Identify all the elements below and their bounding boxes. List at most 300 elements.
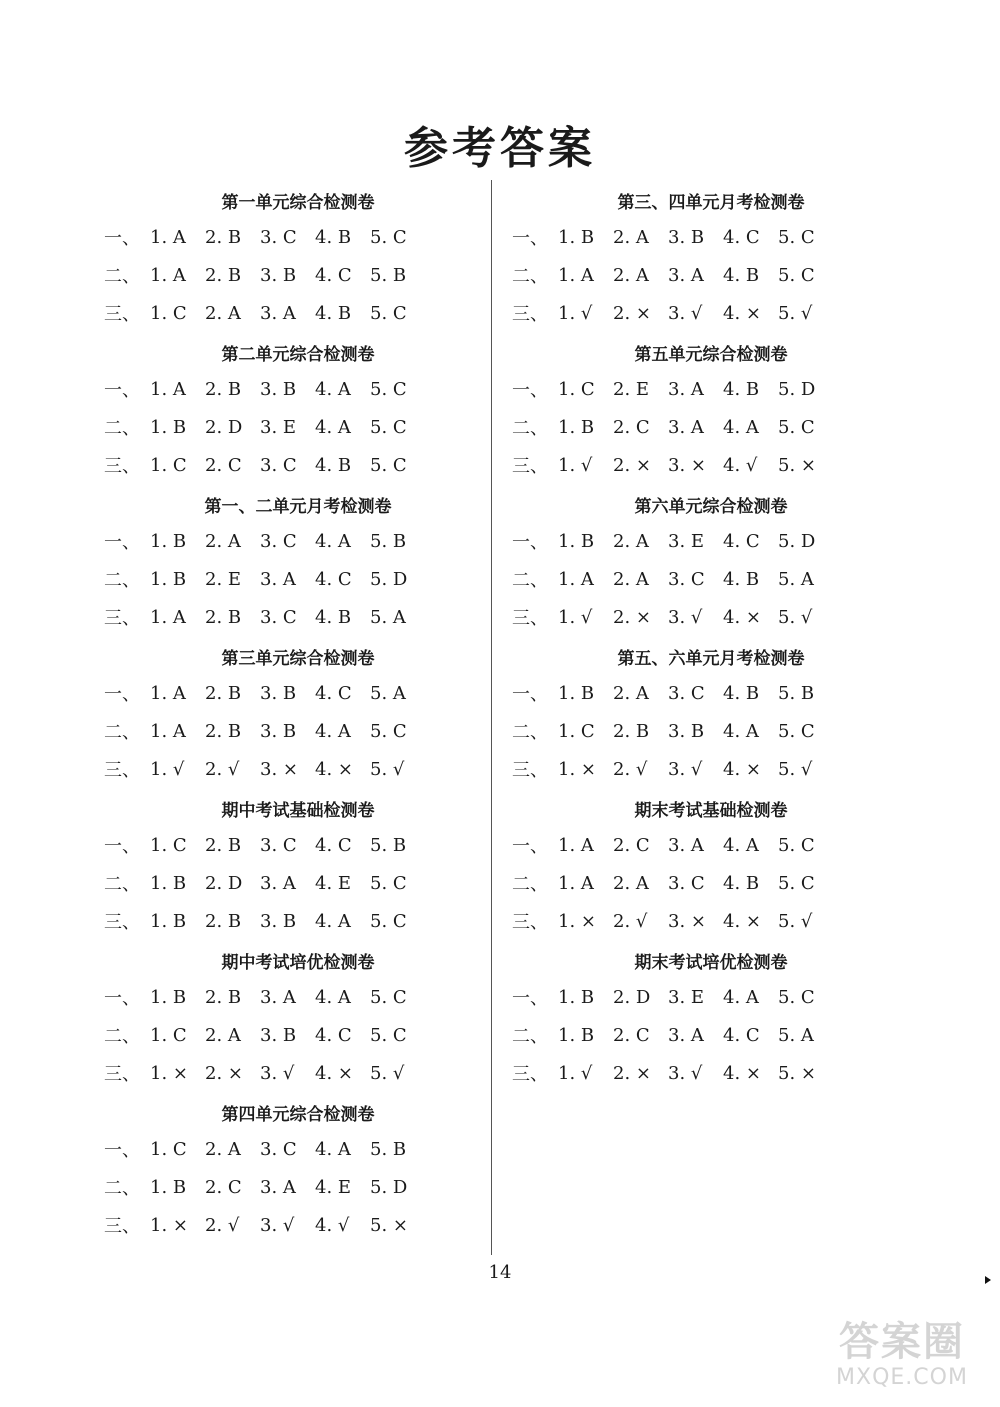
answer-item: 2. A [205,530,241,552]
row-label: 二、 [104,418,140,439]
answer-item: 1. √ [558,302,593,324]
answer-item: 2. √ [613,910,648,932]
row-label: 三、 [104,608,140,629]
answer-item: 1. B [150,986,187,1008]
answer-item: 5. C [370,378,407,400]
section-title: 第五、六单元月考检测卷 [617,649,805,669]
answer-item: 1. A [150,378,186,400]
answer-item: 3. A [668,416,704,438]
answer-item: 3. C [668,568,705,590]
answer-item: 5. C [370,454,407,476]
answer-item: 3. A [260,872,296,894]
row-label: 二、 [512,570,548,591]
row-label: 一、 [104,228,140,249]
triangle-marker-icon [985,1276,991,1284]
answer-section [104,796,474,940]
answer-row [104,674,474,712]
row-label: 一、 [104,988,140,1009]
answer-item: 4. × [723,302,761,324]
answer-item: 4. √ [315,1214,350,1236]
answer-row [512,712,892,750]
answer-item: 1. A [150,264,186,286]
answer-item: 4. × [315,758,353,780]
answer-section [512,492,892,636]
answer-item: 3. √ [668,1062,703,1084]
answer-row [104,712,474,750]
row-label: 三、 [104,456,140,477]
answer-item: 1. B [558,226,595,248]
answer-section [512,644,892,788]
answer-section [104,1100,474,1244]
answer-item: 5. B [370,1138,407,1160]
answer-row [104,902,474,940]
row-label: 一、 [512,988,548,1009]
answer-item: 1. B [558,986,595,1008]
answer-row [512,370,892,408]
answer-item: 5. B [370,834,407,856]
section-title: 第六单元综合检测卷 [634,497,788,517]
answer-row [512,522,892,560]
section-title: 第二单元综合检测卷 [221,345,375,365]
answer-row [104,294,474,332]
row-label: 二、 [104,722,140,743]
row-label: 二、 [512,266,548,287]
answer-item: 4. B [723,378,760,400]
answer-item: 4. × [723,1062,761,1084]
page-title: 参考答案 [404,123,596,174]
answer-item: 5. A [778,568,814,590]
section-title: 第三单元综合检测卷 [221,649,375,669]
answer-item: 2. B [205,986,242,1008]
answer-item: 1. √ [558,454,593,476]
answer-item: 4. B [723,264,760,286]
answer-item: 4. A [723,416,759,438]
answer-item: 2. × [613,1062,651,1084]
answer-item: 5. D [370,568,408,590]
answer-item: 5. × [370,1214,408,1236]
answer-item: 2. B [205,264,242,286]
answer-item: 3. √ [260,1214,295,1236]
answer-item: 2. A [613,568,649,590]
answer-row [512,826,892,864]
answer-section [104,188,474,332]
answer-item: 2. A [613,530,649,552]
answer-row [512,408,892,446]
answer-item: 4. B [315,606,352,628]
answer-row [512,560,892,598]
answer-item: 5. C [778,416,815,438]
answer-section [512,340,892,484]
answer-row [104,560,474,598]
answer-item: 3. × [668,910,706,932]
answer-item: 1. B [558,1024,595,1046]
answer-item: 3. C [260,834,297,856]
answer-item: 2. D [205,872,243,894]
answer-row [104,370,474,408]
row-label: 三、 [104,912,140,933]
answer-item: 2. √ [205,1214,240,1236]
answer-item: 4. B [315,454,352,476]
answer-item: 4. A [315,910,351,932]
answer-row [512,864,892,902]
answer-item: 5. D [778,378,816,400]
answer-row [104,1206,474,1244]
answer-row [512,598,892,636]
answer-section [512,948,892,1092]
section-title: 期中考试基础检测卷 [221,801,375,821]
answer-item: 4. B [723,568,760,590]
answer-item: 4. A [723,720,759,742]
answer-row [512,902,892,940]
answer-item: 5. C [370,302,407,324]
answer-item: 1. × [150,1214,188,1236]
answer-item: 4. E [315,872,352,894]
answer-item: 2. × [205,1062,243,1084]
answer-item: 4. A [315,1138,351,1160]
answer-item: 2. C [205,454,242,476]
answer-row [512,674,892,712]
answer-item: 5. D [778,530,816,552]
watermark-url: MXQE.COM [836,1365,968,1390]
answer-item: 3. C [260,1138,297,1160]
answer-item: 2. B [205,378,242,400]
answer-item: 5. C [370,1024,407,1046]
row-label: 三、 [512,608,548,629]
answer-item: 5. C [370,720,407,742]
row-label: 二、 [512,722,548,743]
answer-item: 5. √ [370,758,405,780]
answer-row [104,408,474,446]
answer-item: 5. C [778,986,815,1008]
answer-item: 3. B [260,378,297,400]
answer-item: 1. A [150,226,186,248]
row-label: 三、 [512,304,548,325]
section-title: 第三、四单元月考检测卷 [617,193,805,213]
answer-item: 1. A [558,834,594,856]
answer-item: 5. √ [370,1062,405,1084]
answer-item: 3. A [260,986,296,1008]
answer-item: 1. A [558,872,594,894]
left-answer-column [104,188,474,1252]
answer-item: 3. C [668,872,705,894]
answer-item: 3. √ [260,1062,295,1084]
answer-item: 2. A [613,264,649,286]
answer-item: 1. C [150,302,187,324]
answer-item: 1. B [150,530,187,552]
answer-item: 2. B [205,682,242,704]
answer-item: 5. A [370,682,406,704]
answer-item: 1. × [150,1062,188,1084]
answer-item: 2. × [613,302,651,324]
answer-row [104,978,474,1016]
answer-item: 1. √ [150,758,185,780]
section-title: 第一、二单元月考检测卷 [204,497,392,517]
answer-item: 1. √ [558,1062,593,1084]
row-label: 三、 [104,1216,140,1237]
answer-section [512,188,892,332]
answer-item: 3. B [668,226,705,248]
row-label: 三、 [104,1064,140,1085]
answer-item: 5. C [778,720,815,742]
answer-item: 4. C [723,226,760,248]
answer-item: 3. × [668,454,706,476]
answer-item: 2. B [205,226,242,248]
answer-section [104,948,474,1092]
answer-item: 3. A [668,378,704,400]
answer-row [104,1168,474,1206]
answer-item: 5. √ [778,910,813,932]
answer-item: 5. √ [778,606,813,628]
answer-row [104,864,474,902]
row-label: 一、 [104,1140,140,1161]
answer-item: 3. B [260,1024,297,1046]
answer-row [512,978,892,1016]
row-label: 二、 [104,570,140,591]
answer-item: 1. C [558,378,595,400]
answer-item: 3. E [668,530,705,552]
answer-item: 4. A [315,530,351,552]
answer-item: 3. A [260,568,296,590]
answer-row [512,1054,892,1092]
answer-item: 1. A [150,720,186,742]
answer-item: 2. √ [613,758,648,780]
row-label: 三、 [512,1064,548,1085]
page-number: 14 [488,1262,512,1283]
section-title: 期末考试基础检测卷 [634,801,788,821]
answer-item: 2. D [205,416,243,438]
answer-row [104,1016,474,1054]
answer-item: 2. C [613,1024,650,1046]
answer-row [512,1016,892,1054]
section-title: 期中考试培优检测卷 [221,953,375,973]
answer-item: 2. A [613,872,649,894]
answer-item: 4. C [315,1024,352,1046]
answer-item: 4. B [315,226,352,248]
row-label: 二、 [512,1026,548,1047]
answer-item: 1. B [150,1176,187,1198]
answer-item: 1. A [558,568,594,590]
answer-item: 2. A [613,682,649,704]
right-answer-column [512,188,892,1100]
answer-item: 4. A [315,986,351,1008]
answer-item: 5. B [778,682,815,704]
answer-item: 2. A [205,302,241,324]
row-label: 二、 [512,874,548,895]
section-title: 第五单元综合检测卷 [634,345,788,365]
row-label: 一、 [512,532,548,553]
answer-item: 4. B [723,872,760,894]
answer-item: 3. C [260,226,297,248]
answer-item: 5. √ [778,758,813,780]
answer-item: 5. A [778,1024,814,1046]
answer-item: 2. √ [205,758,240,780]
answer-row [104,1054,474,1092]
answer-item: 3. E [668,986,705,1008]
answer-item: 2. B [205,910,242,932]
answer-item: 2. E [613,378,650,400]
answer-item: 1. B [150,910,187,932]
answer-item: 1. B [150,872,187,894]
row-label: 三、 [104,760,140,781]
row-label: 三、 [512,456,548,477]
row-label: 一、 [104,836,140,857]
answer-item: 1. B [558,682,595,704]
answer-item: 3. A [668,1024,704,1046]
answer-item: 3. A [668,264,704,286]
answer-item: 2. A [613,226,649,248]
row-label: 一、 [104,684,140,705]
answer-item: 1. √ [558,606,593,628]
answer-section [104,340,474,484]
column-divider [491,180,492,1255]
answer-item: 5. B [370,530,407,552]
answer-item: 5. C [370,416,407,438]
answer-item: 4. A [723,986,759,1008]
answer-item: 3. A [668,834,704,856]
answer-item: 4. √ [723,454,758,476]
answer-item: 3. B [668,720,705,742]
answer-row [512,750,892,788]
answer-item: 2. A [205,1138,241,1160]
answer-item: 2. D [613,986,651,1008]
answer-item: 5. C [778,226,815,248]
answer-item: 1. B [558,530,595,552]
row-label: 一、 [104,380,140,401]
answer-row [104,256,474,294]
answer-item: 2. C [613,834,650,856]
answer-item: 2. B [205,606,242,628]
answer-item: 5. A [370,606,406,628]
answer-item: 1. B [150,416,187,438]
answer-item: 4. × [723,758,761,780]
answer-row [104,826,474,864]
answer-row [104,218,474,256]
answer-section [104,492,474,636]
answer-row [512,294,892,332]
answer-item: 4. A [315,720,351,742]
answer-item: 4. × [723,910,761,932]
answer-row [104,598,474,636]
answer-item: 3. A [260,1176,296,1198]
answer-item: 4. × [315,1062,353,1084]
answer-item: 1. C [150,834,187,856]
answer-item: 4. B [315,302,352,324]
row-label: 一、 [512,684,548,705]
answer-item: 3. × [260,758,298,780]
answer-item: 3. E [260,416,297,438]
answer-item: 2. C [205,1176,242,1198]
row-label: 二、 [104,1026,140,1047]
answer-item: 1. × [558,758,596,780]
answer-item: 3. A [260,302,296,324]
answer-item: 5. C [370,226,407,248]
answer-item: 3. C [668,682,705,704]
answer-item: 5. × [778,454,816,476]
answer-item: 4. C [723,530,760,552]
answer-item: 1. A [558,264,594,286]
answer-item: 5. C [370,910,407,932]
row-label: 二、 [512,418,548,439]
answer-row [512,218,892,256]
answer-section [512,796,892,940]
row-label: 一、 [512,380,548,401]
answer-item: 1. C [558,720,595,742]
answer-item: 3. B [260,720,297,742]
answer-item: 5. C [370,872,407,894]
answer-item: 1. A [150,606,186,628]
answer-item: 2. E [205,568,242,590]
answer-item: 2. C [613,416,650,438]
row-label: 三、 [104,304,140,325]
answer-item: 1. B [150,568,187,590]
watermark-text: 答案圈 [839,1319,965,1365]
answer-item: 4. A [315,416,351,438]
answer-item: 4. C [315,682,352,704]
answer-item: 3. √ [668,758,703,780]
section-title: 第四单元综合检测卷 [221,1105,375,1125]
answer-item: 4. C [315,834,352,856]
answer-item: 4. C [315,264,352,286]
answer-item: 5. C [778,264,815,286]
answer-row [104,1130,474,1168]
answer-item: 3. B [260,264,297,286]
row-label: 三、 [512,760,548,781]
answer-item: 5. × [778,1062,816,1084]
row-label: 一、 [104,532,140,553]
answer-item: 1. × [558,910,596,932]
answer-item: 2. A [205,1024,241,1046]
section-title: 第一单元综合检测卷 [221,193,375,213]
answer-item: 5. C [778,834,815,856]
answer-row [104,446,474,484]
answer-item: 4. C [723,1024,760,1046]
answer-item: 2. × [613,454,651,476]
answer-item: 1. C [150,454,187,476]
row-label: 二、 [104,266,140,287]
answer-item: 4. × [723,606,761,628]
answer-item: 3. √ [668,302,703,324]
answer-item: 5. √ [778,302,813,324]
answer-item: 1. C [150,1138,187,1160]
answer-row [512,446,892,484]
answer-item: 3. √ [668,606,703,628]
answer-item: 1. C [150,1024,187,1046]
row-label: 一、 [512,228,548,249]
row-label: 一、 [512,836,548,857]
answer-item: 4. E [315,1176,352,1198]
answer-item: 4. B [723,682,760,704]
answer-item: 1. B [558,416,595,438]
answer-item: 5. C [778,872,815,894]
row-label: 三、 [512,912,548,933]
watermark-logo [812,1320,992,1400]
answer-item: 2. × [613,606,651,628]
answer-row [104,750,474,788]
answer-item: 1. A [150,682,186,704]
answer-section [104,644,474,788]
answer-item: 3. C [260,606,297,628]
row-label: 二、 [104,1178,140,1199]
answer-row [104,522,474,560]
answer-item: 3. B [260,910,297,932]
answer-item: 3. C [260,454,297,476]
answer-item: 3. C [260,530,297,552]
answer-item: 5. C [370,986,407,1008]
answer-item: 2. B [205,834,242,856]
row-label: 二、 [104,874,140,895]
answer-item: 5. D [370,1176,408,1198]
answer-item: 3. B [260,682,297,704]
